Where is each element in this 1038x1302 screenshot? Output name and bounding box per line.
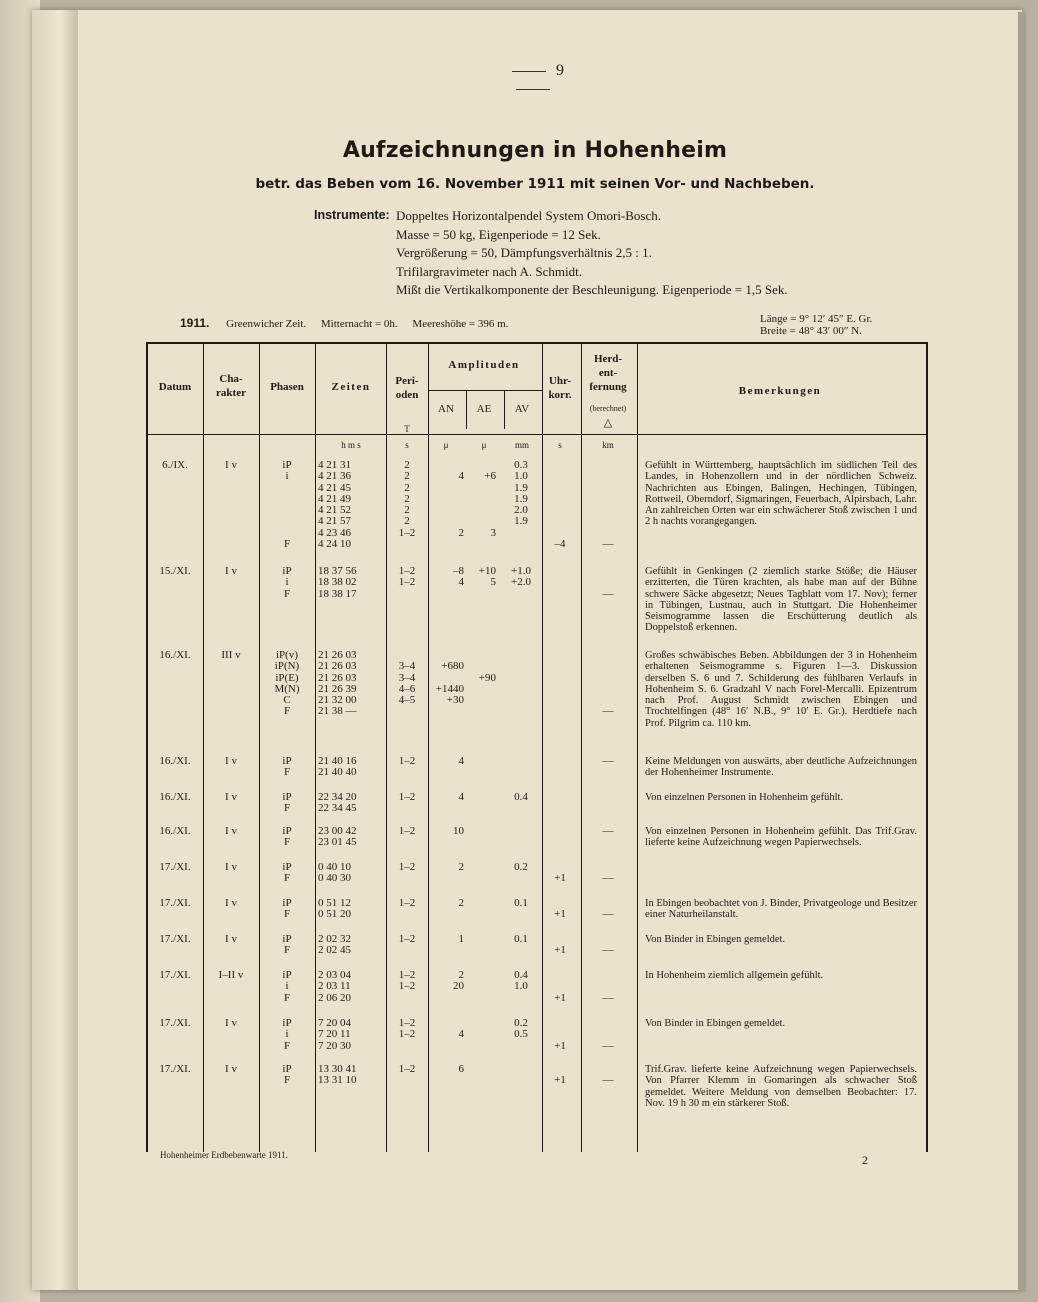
row-bemerkung: Großes schwäbisches Beben. Abbildungen der 3 in Hohenheim erhaltenen Seismogramme s. Figuren 1—3. Diskussion derselben S. 6 und 7. Schilderung des fühlbaren Verlaufs in Hohenheim S. 6. Gradzahl V nach Forel-Mercalli. Epizentrum nach Prof. August Schmidt zwischen Ebingen und Trochtelfingen (48° 16′ N.B., 9° 10′ E. Gr.). Herdtiefe nach Prof. Pilgrim ca. 110 km. — [645, 650, 917, 729]
latitude: Breite = 48° 43′ 00″ N. — [760, 325, 862, 337]
page-title: Aufzeichnungen in Hohenheim — [342, 138, 728, 163]
row-zeiten: 21 26 03 21 26 03 21 26 03 21 26 39 21 32 00 21 38 — — [318, 649, 357, 718]
page-edge — [1018, 12, 1026, 1292]
row-herdentfernung: — — [602, 1074, 614, 1087]
row-phasen: iP F — [282, 897, 292, 921]
unit-an: μ — [443, 440, 449, 450]
col-divider — [315, 344, 316, 1152]
row-bemerkung: Gefühlt in Genkingen (2 ziemlich starke Stöße; die Häuser erzitterten, die Türen krachten, als habe man auf der Bühne schwere Säcke abgesetzt; Neues Tagblatt vom 17. Nov); ferner in Tübingen, Lustnau, auch in Stuttgart. Die Hohenheimer Seismogramme lassen die Erschütterung deutlich als Doppelstoß erkennen. — [645, 566, 917, 634]
header-av: AV — [514, 403, 530, 415]
row-zeiten: 22 34 20 22 34 45 — [318, 791, 357, 815]
row-bemerkung: In Hohenheim ziemlich allgemein gefühlt. — [645, 970, 824, 981]
header-an: AN — [438, 403, 454, 415]
instrument-line: Doppeltes Horizontalpendel System Omori-Bosch. — [396, 208, 662, 223]
row-zeiten: 7 20 04 7 20 11 7 20 30 — [318, 1017, 351, 1052]
row-amplitude-an: +680 +1440 +30 — [435, 660, 464, 707]
row-herdentfernung: — — [602, 755, 614, 767]
row-amplitude-an: 4 2 — [458, 470, 464, 539]
row-zeiten: 0 51 12 0 51 20 — [318, 897, 351, 921]
row-amplitude-an: 1 — [458, 933, 464, 945]
row-amplitude-av: 0.3 1.0 1.9 1.9 2.0 1.9 — [514, 459, 528, 528]
amplitude-divider — [428, 390, 542, 391]
row-datum: 17./XI. — [159, 969, 191, 981]
header-uhrkorr: Uhr- korr. — [548, 375, 572, 401]
meta-height: Meereshöhe = 396 m. — [412, 318, 509, 330]
row-phasen: iP F — [282, 791, 292, 815]
row-perioden: 1–2 — [398, 1063, 416, 1075]
col-divider — [637, 344, 638, 1152]
row-bemerkung: Trif.Grav. lieferte keine Aufzeichnung wegen Papierwechsels. Von Pfarrer Klemm in Gomaringen als schwacher Stoß gemeldet. Weitere Meldung von demselben Beobachter: 17. Nov. 19 h 30 m ein stärkerer Stoß. — [645, 1064, 917, 1109]
row-bemerkung: In Ebingen beobachtet von J. Binder, Privatgeologe und Besitzer einer Naturheilanstalt. — [645, 898, 917, 921]
row-zeiten: 0 40 10 0 40 30 — [318, 861, 351, 885]
row-datum: 17./XI. — [159, 933, 191, 945]
unit-av: mm — [514, 440, 529, 450]
row-bemerkung: Von Binder in Ebingen gemeldet. — [645, 934, 786, 945]
row-datum: 17./XI. — [159, 1017, 191, 1029]
footer-source: Hohenheimer Erdbebenwarte 1911. — [160, 1150, 288, 1160]
row-datum: 16./XI. — [159, 649, 191, 661]
row-zeiten: 2 03 04 2 03 11 2 06 20 — [318, 969, 351, 1004]
meta-midnight: Mitternacht = 0h. — [320, 318, 398, 330]
header-datum: Datum — [158, 381, 192, 393]
row-perioden: 1–2 — [398, 755, 416, 767]
page-subtitle: betr. das Beben vom 16. November 1911 mit seinen Vor- und Nachbeben. — [255, 176, 815, 192]
row-charakter: I v — [225, 825, 237, 837]
row-amplitude-ae: +6 3 — [484, 470, 496, 539]
header-herd-sub: (berechnet) — [589, 404, 627, 413]
row-perioden: 1–2 — [398, 861, 416, 873]
unit-perioden: s — [405, 440, 409, 450]
row-uhrkorr: +1 — [554, 991, 566, 1004]
row-bemerkung: Keine Meldungen von auswärts, aber deutliche Aufzeichnungen der Hohenheimer Instrumente. — [645, 756, 917, 779]
header-herd-symbol: △ — [603, 417, 613, 429]
row-herdentfernung: — — [602, 538, 614, 551]
row-zeiten: 4 21 31 4 21 36 4 21 45 4 21 49 4 21 52 4 21 57 4 23 46 4 24 10 — [318, 459, 351, 551]
row-herdentfernung: — — [602, 944, 614, 957]
row-datum: 16./XI. — [159, 791, 191, 803]
header-zeiten: Zeiten — [331, 381, 371, 393]
header-perioden-symbol: T — [404, 424, 410, 434]
row-perioden: 3–4 3–4 4–6 4–5 — [398, 660, 416, 707]
row-zeiten: 13 30 41 13 31 10 — [318, 1063, 357, 1087]
row-datum: 16./XI. — [159, 755, 191, 767]
station-meta — [180, 316, 520, 330]
row-charakter: I v — [225, 459, 237, 471]
unit-ae: μ — [481, 440, 487, 450]
row-uhrkorr: –4 — [554, 538, 566, 551]
header-perioden: Peri- oden — [395, 375, 419, 401]
row-zeiten: 21 40 16 21 40 40 — [318, 755, 357, 779]
row-datum: 17./XI. — [159, 897, 191, 909]
row-charakter: I v — [225, 1063, 237, 1075]
row-perioden: 2 2 2 2 2 2 1–2 — [398, 459, 416, 539]
row-perioden: 1–2 — [398, 933, 416, 945]
row-amplitude-ae: +90 — [478, 671, 496, 684]
page-fold — [32, 10, 78, 1290]
row-uhrkorr: +1 — [554, 1039, 566, 1052]
row-amplitude-an: 6 — [458, 1063, 464, 1075]
row-datum: 16./XI. — [159, 825, 191, 837]
row-herdentfernung: — — [602, 1039, 614, 1052]
row-datum: 17./XI. — [159, 1063, 191, 1075]
header-rule — [148, 434, 926, 435]
row-bemerkung: Von einzelnen Personen in Hohenheim gefühlt. Das Trif.Grav. lieferte keine Aufzeichnung wegen Papierwechsels. — [645, 826, 917, 849]
row-perioden: 1–2 1–2 — [398, 969, 416, 993]
row-phasen: iP F — [282, 933, 292, 957]
row-phasen: iP F — [282, 861, 292, 885]
longitude: Länge = 9° 12′ 45″ E. Gr. — [760, 313, 873, 325]
row-amplitude-av: 0.4 — [514, 791, 528, 803]
row-zeiten: 2 02 32 2 02 45 — [318, 933, 351, 957]
row-datum: 6./IX. — [162, 459, 188, 471]
row-amplitude-av: +1.0 +2.0 — [511, 565, 531, 589]
row-phasen: iP F — [282, 1063, 292, 1087]
row-phasen: iP i F — [282, 1017, 292, 1052]
station-coordinates — [760, 313, 872, 337]
page-number: 9 — [478, 62, 588, 98]
header-ae: AE — [476, 403, 492, 415]
row-datum: 15./XI. — [159, 565, 191, 577]
meta-time: Greenwicher Zeit. — [226, 318, 307, 330]
row-amplitude-an: 4 — [458, 1028, 464, 1041]
row-charakter: I v — [225, 1017, 237, 1029]
row-amplitude-ae: +10 5 — [478, 565, 496, 589]
row-phasen: iP F — [282, 755, 292, 779]
row-amplitude-av: 0.4 1.0 — [514, 969, 528, 993]
row-zeiten: 18 37 56 18 38 02 18 38 17 — [318, 565, 357, 600]
row-charakter: III v — [221, 649, 241, 661]
row-phasen: iP(v) iP(N) iP(E) M(N) C F — [274, 649, 300, 718]
row-phasen: iP i F — [282, 565, 292, 600]
row-bemerkung: Von Binder in Ebingen gemeldet. — [645, 1018, 786, 1029]
row-uhrkorr: +1 — [554, 944, 566, 957]
row-bemerkung: Gefühlt in Württemberg, hauptsächlich im südlichen Teil des Landes, in Hohenzollern und in der nördlichen Schweiz. Nachrichten aus Ebingen, Balingen, Hechingen, Tübingen, Rottweil, Oberndorf, Sigmaringen, Feuerbach, Alpirsbach, Lahr. An zahlreichen Orten war ein schwächerer Stoß zwischen 1 und 2 h nachts vorangegangen. — [645, 460, 917, 528]
row-charakter: I v — [225, 791, 237, 803]
unit-herd: km — [602, 440, 614, 450]
row-zeiten: 23 00 42 23 01 45 — [318, 825, 357, 849]
row-herdentfernung: — — [602, 908, 614, 921]
instruments-label: Instrumente: — [314, 208, 390, 222]
row-charakter: I–II v — [218, 969, 244, 981]
row-amplitude-an: 4 — [458, 791, 464, 803]
row-uhrkorr: +1 — [554, 872, 566, 885]
row-amplitude-an: 10 — [453, 825, 464, 837]
row-amplitude-an: 2 20 — [453, 969, 464, 993]
row-phasen: iP i F — [282, 459, 292, 551]
row-amplitude-an: 2 — [458, 861, 464, 873]
header-bemerkungen: Bemerkungen — [738, 385, 822, 397]
row-phasen: iP F — [282, 825, 292, 849]
row-perioden: 1–2 — [398, 791, 416, 803]
instrument-line: Mißt die Vertikalkomponente der Beschleunigung. Eigenperiode = 1,5 Sek. — [396, 282, 788, 297]
row-datum: 17./XI. — [159, 861, 191, 873]
row-perioden: 1–2 — [398, 897, 416, 909]
row-amplitude-an: 4 — [458, 755, 464, 767]
row-herdentfernung: — — [602, 825, 614, 837]
instruments-list — [396, 207, 788, 300]
meta-year: 1911. — [180, 316, 210, 330]
unit-zeiten: h m s — [341, 440, 361, 450]
footer-sheet-number: 2 — [862, 1153, 868, 1167]
row-herdentfernung: — — [602, 991, 614, 1004]
header-phasen: Phasen — [270, 381, 304, 393]
row-uhrkorr: +1 — [554, 1074, 566, 1087]
row-herdentfernung: — — [602, 587, 614, 600]
header-charakter: Cha- rakter — [216, 373, 246, 399]
row-charakter: I v — [225, 897, 237, 909]
instrument-line: Vergrößerung = 50, Dämpfungsverhältnis 2,5 : 1. — [396, 245, 652, 260]
row-charakter: I v — [225, 755, 237, 767]
row-perioden: 1–2 1–2 — [398, 565, 416, 589]
row-amplitude-an: –8 4 — [453, 565, 464, 589]
unit-uhr: s — [558, 440, 562, 450]
row-perioden: 1–2 1–2 — [398, 1017, 416, 1041]
row-phasen: iP i F — [282, 969, 292, 1004]
row-amplitude-av: 0.1 — [514, 897, 528, 909]
row-charakter: I v — [225, 933, 237, 945]
header-herdentfernung: Herd- ent- fernung — [589, 353, 627, 393]
row-amplitude-an: 2 — [458, 897, 464, 909]
row-amplitude-av: 0.2 0.5 — [514, 1017, 528, 1041]
header-amplituden: Amplituden — [448, 359, 520, 371]
row-charakter: I v — [225, 861, 237, 873]
row-uhrkorr: +1 — [554, 908, 566, 921]
instrument-line: Trifilargravimeter nach A. Schmidt. — [396, 263, 582, 279]
row-charakter: I v — [225, 565, 237, 577]
row-herdentfernung: — — [602, 872, 614, 885]
row-amplitude-av: 0.2 — [514, 861, 528, 873]
row-bemerkung: Von einzelnen Personen in Hohenheim gefühlt. — [645, 792, 844, 803]
instrument-line: Masse = 50 kg, Eigenperiode = 12 Sek. — [396, 226, 601, 242]
row-herdentfernung: — — [602, 705, 614, 718]
row-amplitude-av: 0.1 — [514, 933, 528, 945]
row-perioden: 1–2 — [398, 825, 416, 837]
